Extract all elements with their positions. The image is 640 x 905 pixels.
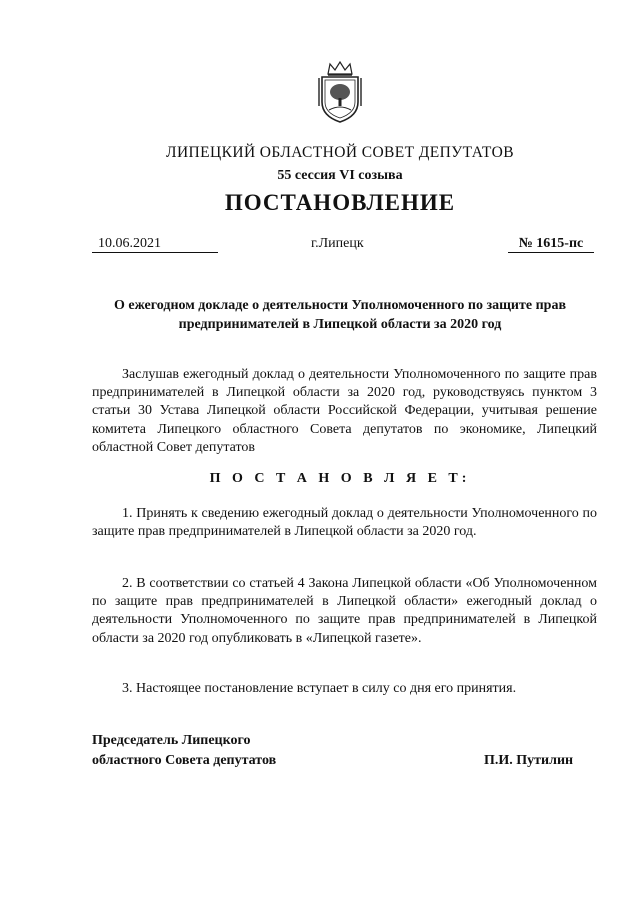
document-type: ПОСТАНОВЛЕНИЕ <box>224 190 456 215</box>
signatory-title-line-1: Председатель Липецкого <box>92 733 251 748</box>
signatory-name: П.И. Путилин <box>484 753 574 768</box>
document-date: 10.06.2021 <box>92 236 218 253</box>
resolution-item-3: 3. Настоящее постановление вступает в силу со дня его принятия. <box>122 681 517 696</box>
session-number: 55 сессия VI созыва <box>277 168 403 183</box>
resolution-item-1: 1. Принять к сведению ежегодный доклад о деятельности Уполномоченного по защите прав предпринимателей в Липецкой области за 2020 год. <box>92 506 597 540</box>
document-subject: О ежегодном докладе о деятельности Уполномоченного по защите прав предпринимателей в Липецкой области за 2020 год <box>113 298 567 332</box>
signatory-title <box>92 731 276 771</box>
document-number: № 1615-пс <box>508 236 594 253</box>
resolution-item-2: 2. В соответствии со статьей 4 Закона Липецкой области «Об Уполномоченном по защите прав предпринимателей в Липецкой области» ежегодный доклад о деятельности Уполномоченного по защите прав предпринимателей в Липецкой области за 2020 год опубликовать в «Липецкой газете». <box>92 576 597 646</box>
coat-of-arms-icon <box>316 60 364 124</box>
document-city: г.Липецк <box>311 236 364 251</box>
signatory-title-line-2: областного Совета депутатов <box>92 753 277 768</box>
intro-paragraph: Заслушав ежегодный доклад о деятельности Уполномоченного по защите прав предпринимателей в Липецкой области за 2020 год, руководствуясь пунктом 3 статьи 30 Устава Липецкой области Российской Федерации, учитывая решение комитета Липецкого областного Совета депутатов по экономике, Липецкий областной Совет депутатов <box>92 367 597 455</box>
organization-name: ЛИПЕЦКИЙ ОБЛАСТНОЙ СОВЕТ ДЕПУТАТОВ <box>166 144 514 161</box>
resolves-heading: П О С Т А Н О В Л Я Е Т: <box>209 471 471 486</box>
